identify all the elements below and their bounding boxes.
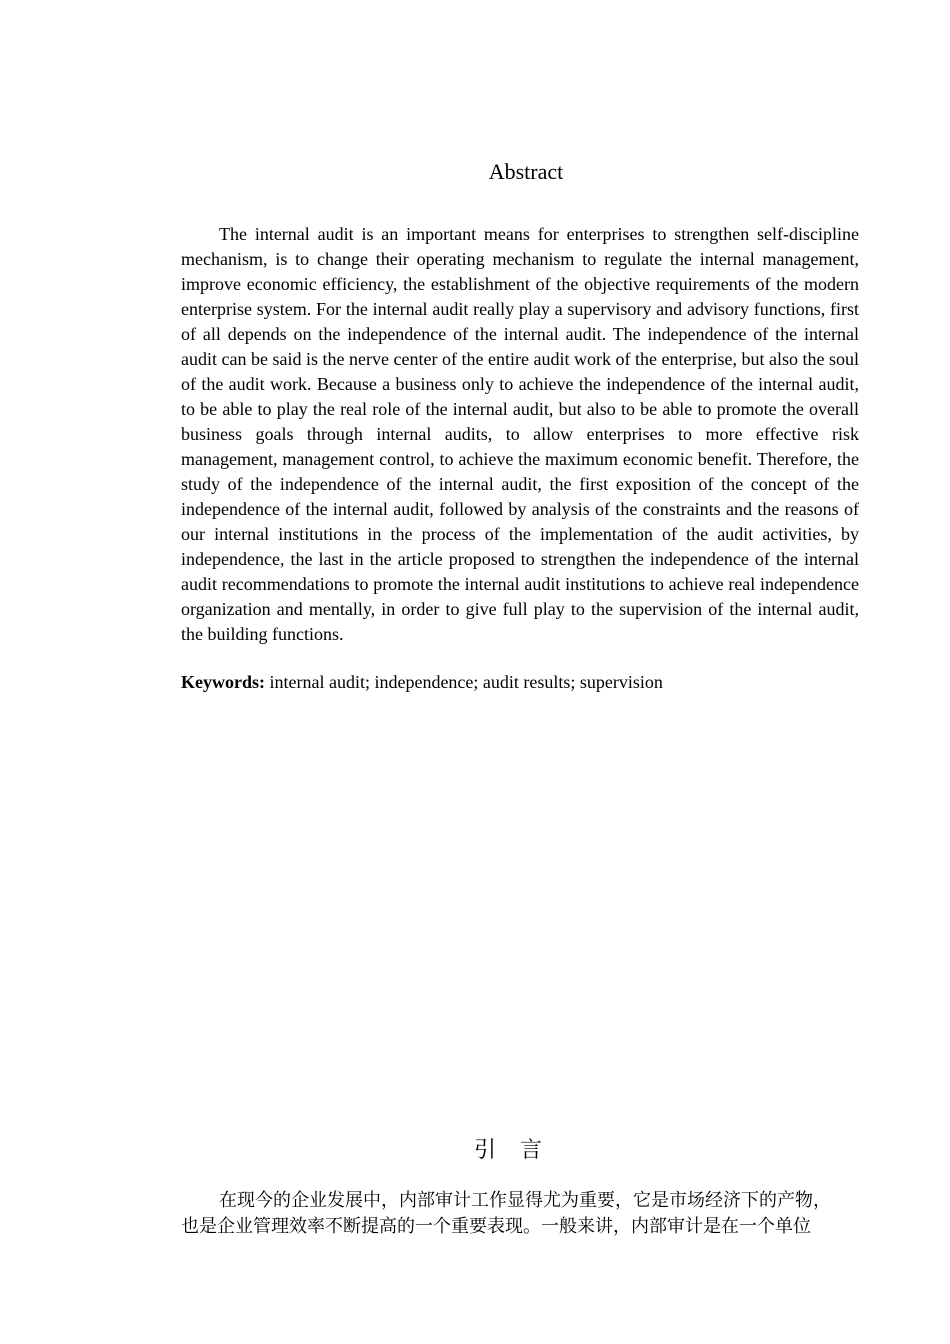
keywords-label: Keywords:	[181, 672, 265, 692]
abstract-title: Abstract	[488, 159, 564, 184]
introduction-paragraph-line-1: 在现今的企业发展中，内部审计工作显得尤为重要，它是市场经济下的产物，	[219, 1190, 831, 1211]
introduction-paragraph-line-2: 也是企业管理效率不断提高的一个重要表现。一般来讲，内部审计是在一个单位	[181, 1216, 811, 1237]
abstract-body: The internal audit is an important means for enterprises to strengthen self-discipline mechanism, is to change their operating mechanism to regulate the internal management, improve economic efficiency, the establishment of the objective requirements of the modern enterprise system. For the internal audit really play a supervisory and advisory functions, first of all depends on the independence of the internal audit. The independence of the internal audit can be said is the nerve center of the entire audit work of the enterprise, but also the soul of the audit work. Because a business only to achieve the independence of the internal audit, to be able to play the real role of the internal audit, but also to be able to promote the overall business goals through internal audits, to allow enterprises to more effective risk management, management control, to achieve the maximum economic benefit. Therefore, the study of the independence of the internal audit, the first exposition of the concept of the independence of the internal audit, followed by analysis of the constraints and the reasons of our internal institutions in the process of the implementation of the audit activities, by independence, the last in the article proposed to strengthen the independence of the internal audit recommendations to promote the internal audit institutions to achieve real independence organization and mentally, in order to give full play to the supervision of the internal audit, the building functions.	[181, 224, 859, 644]
keywords-text: internal audit; independence; audit results; supervision	[265, 672, 663, 692]
keywords-line	[181, 670, 859, 695]
introduction-title: 引言	[473, 1138, 566, 1163]
